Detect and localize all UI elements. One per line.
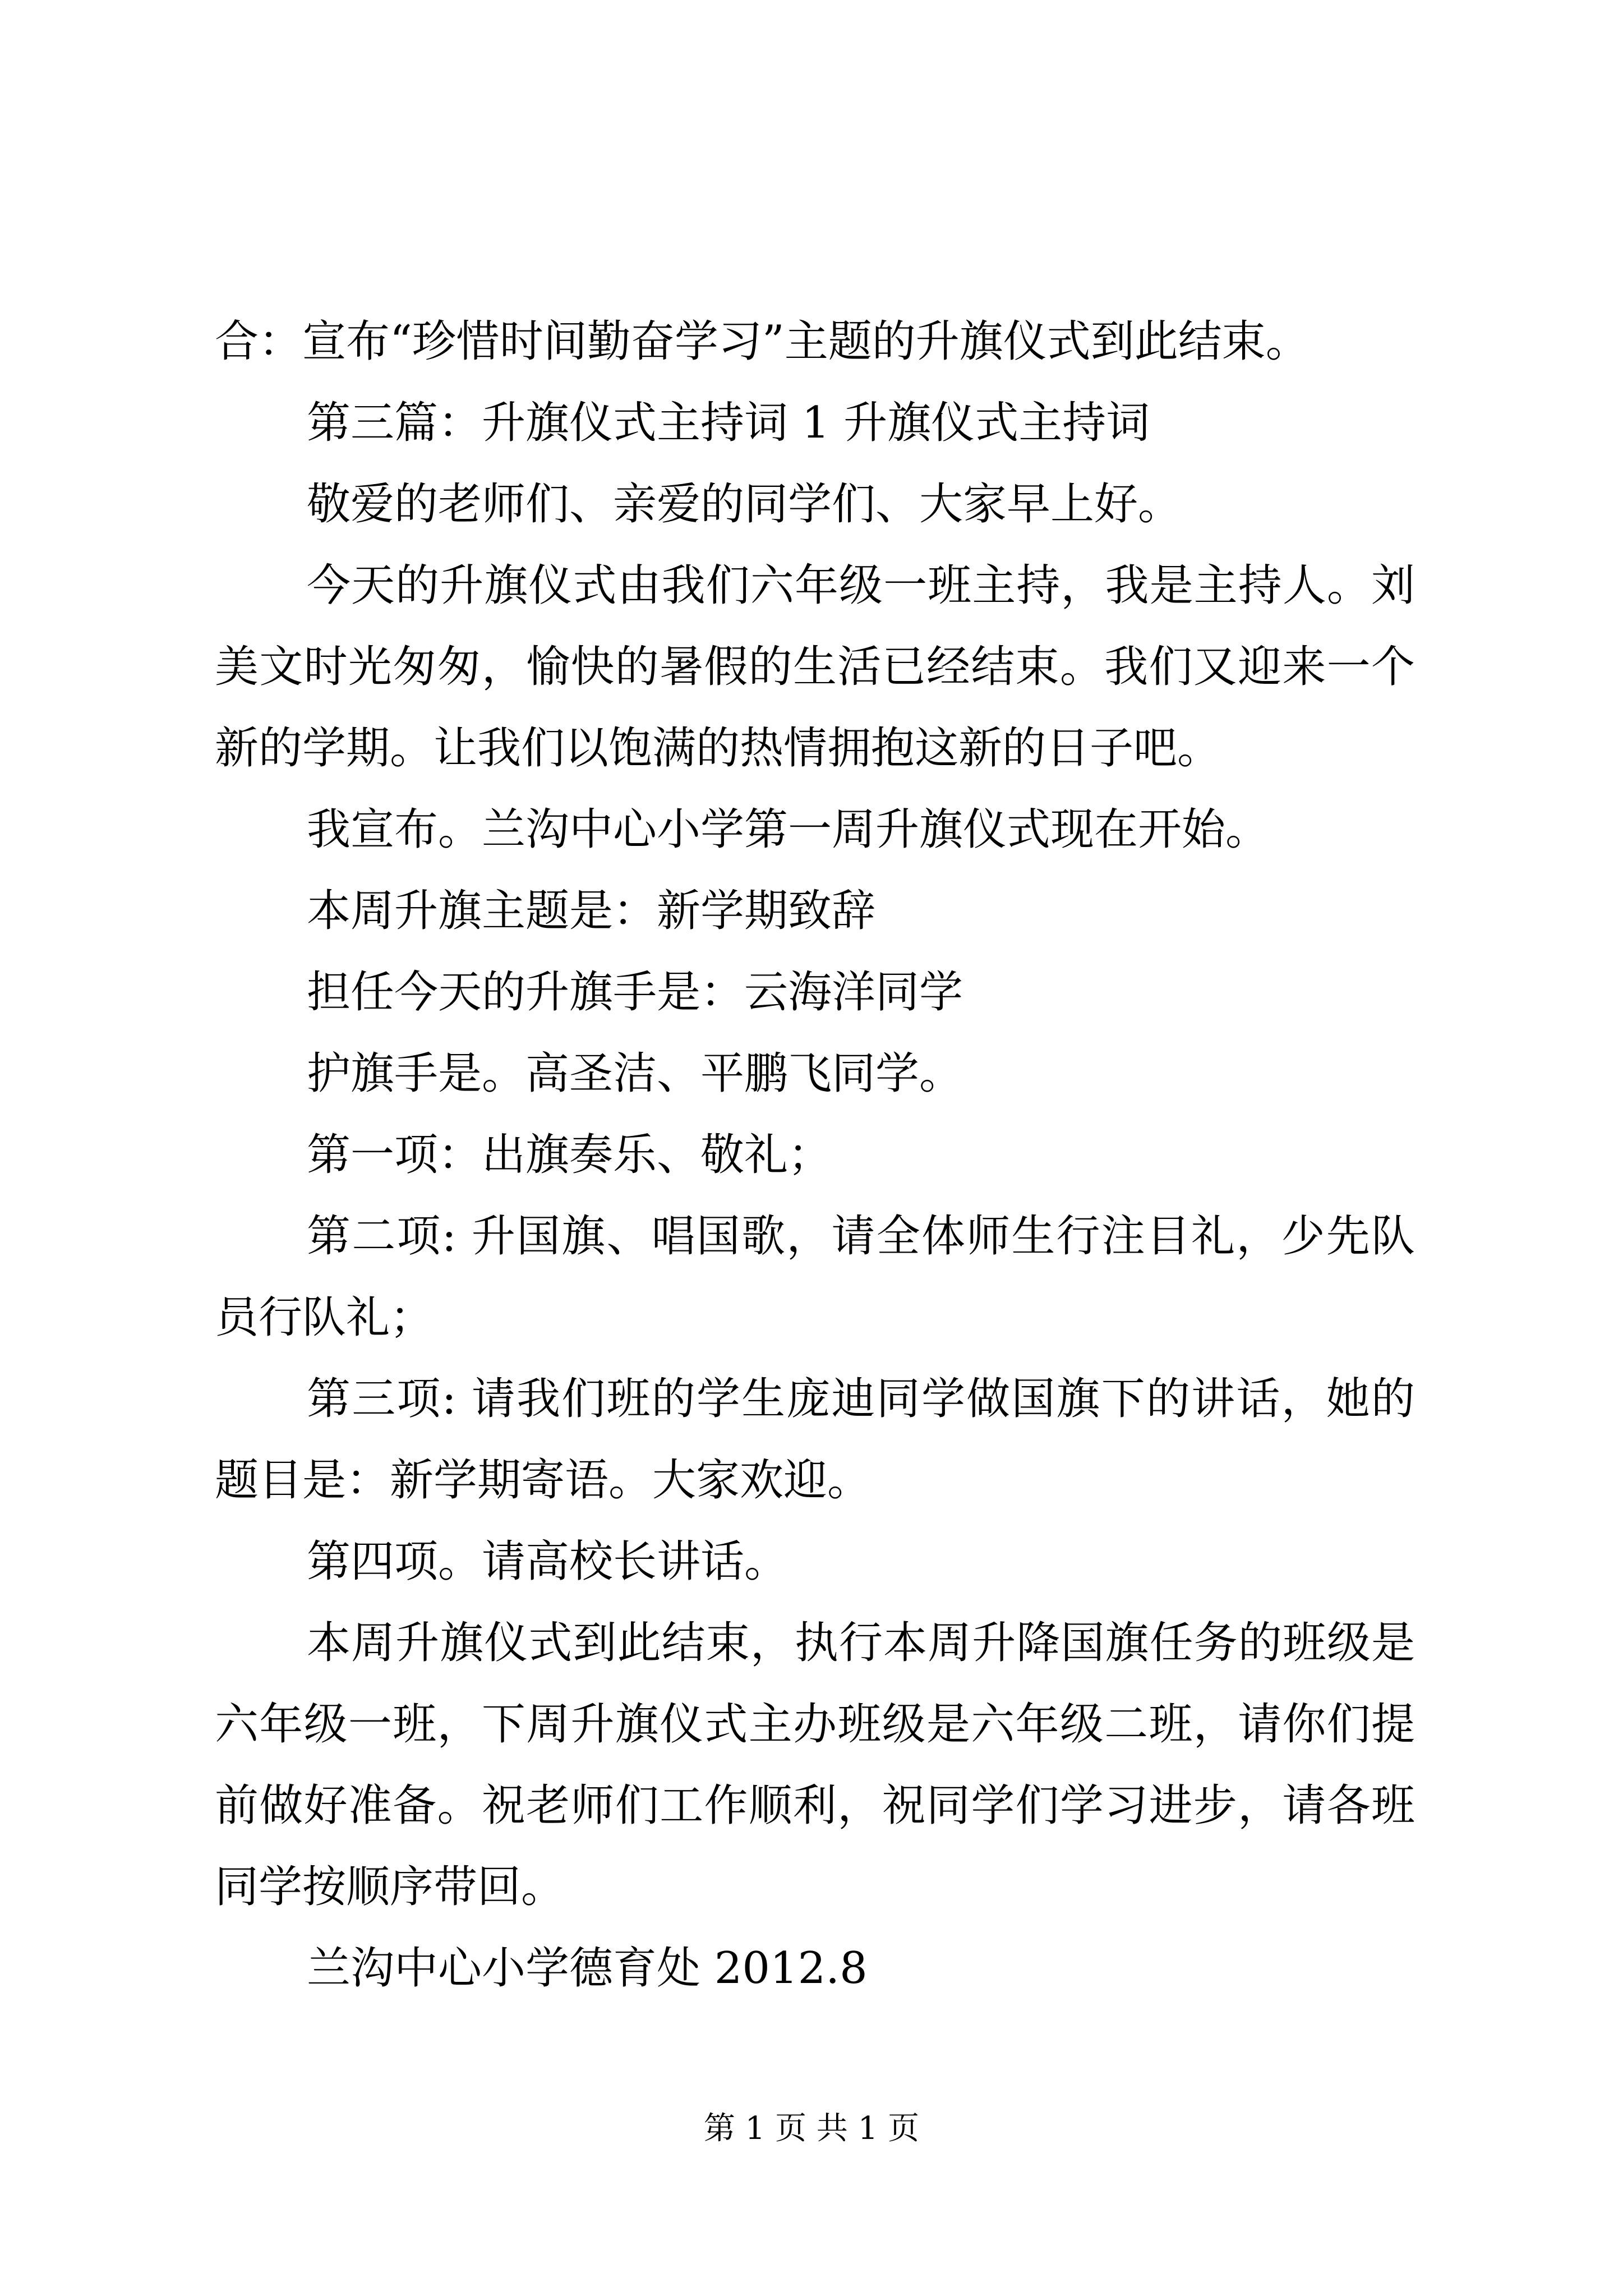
paragraph-signature: 兰沟中心小学德育处 2012.8 (307, 1943, 868, 1994)
paragraph-item-two: 第二项: 升国旗、唱国歌，请全体师生行注目礼，少先队员行队礼； (215, 1211, 1415, 1343)
paragraph-item-one: 第一项：出旗奏乐、敬礼； (307, 1130, 832, 1180)
paragraph-conclusion: 本周升旗仪式到此结束，执行本周升降国旗任务的班级是六年级一班，下周升旗仪式主办班级是六年级二班，请你们提前做好准备。祝老师们工作顺利，祝同学们学习进步，请各班同学按顺序带回。 (215, 1618, 1415, 1912)
paragraph-section-heading: 第三篇：升旗仪式主持词 1 升旗仪式主持词 (307, 398, 1150, 448)
document-body (215, 301, 1415, 2009)
page-number: 第 1 页 共 1 页 (703, 2110, 920, 2147)
paragraph-flag-raiser: 担任今天的升旗手是：云海洋同学 (307, 967, 963, 1018)
paragraph-greeting: 敬爱的老师们、亲爱的同学们、大家早上好。 (307, 479, 1182, 530)
paragraph-item-four: 第四项。请高校长讲话。 (307, 1536, 789, 1587)
paragraph-introduction: 今天的升旗仪式由我们六年级一班主持，我是主持人。刘美文时光匆匆，愉快的暑假的生活已经结束。我们又迎来一个新的学期。让我们以饱满的热情拥抱这新的日子吧。 (215, 560, 1415, 774)
paragraph-item-three: 第三项: 请我们班的学生庞迪同学做国旗下的讲话，她的题目是：新学期寄语。大家欢迎。 (215, 1374, 1415, 1506)
paragraph-flag-guards: 护旗手是。高圣洁、平鹏飞同学。 (307, 1048, 963, 1099)
paragraph-opening: 我宣布。兰沟中心小学第一周升旗仪式现在开始。 (307, 804, 1270, 855)
paragraph-theme: 本周升旗主题是：新学期致辞 (307, 886, 876, 936)
paragraph-closing-announcement: 合：宣布“珍惜时间勤奋学习”主题的升旗仪式到此结束。 (215, 316, 1310, 367)
